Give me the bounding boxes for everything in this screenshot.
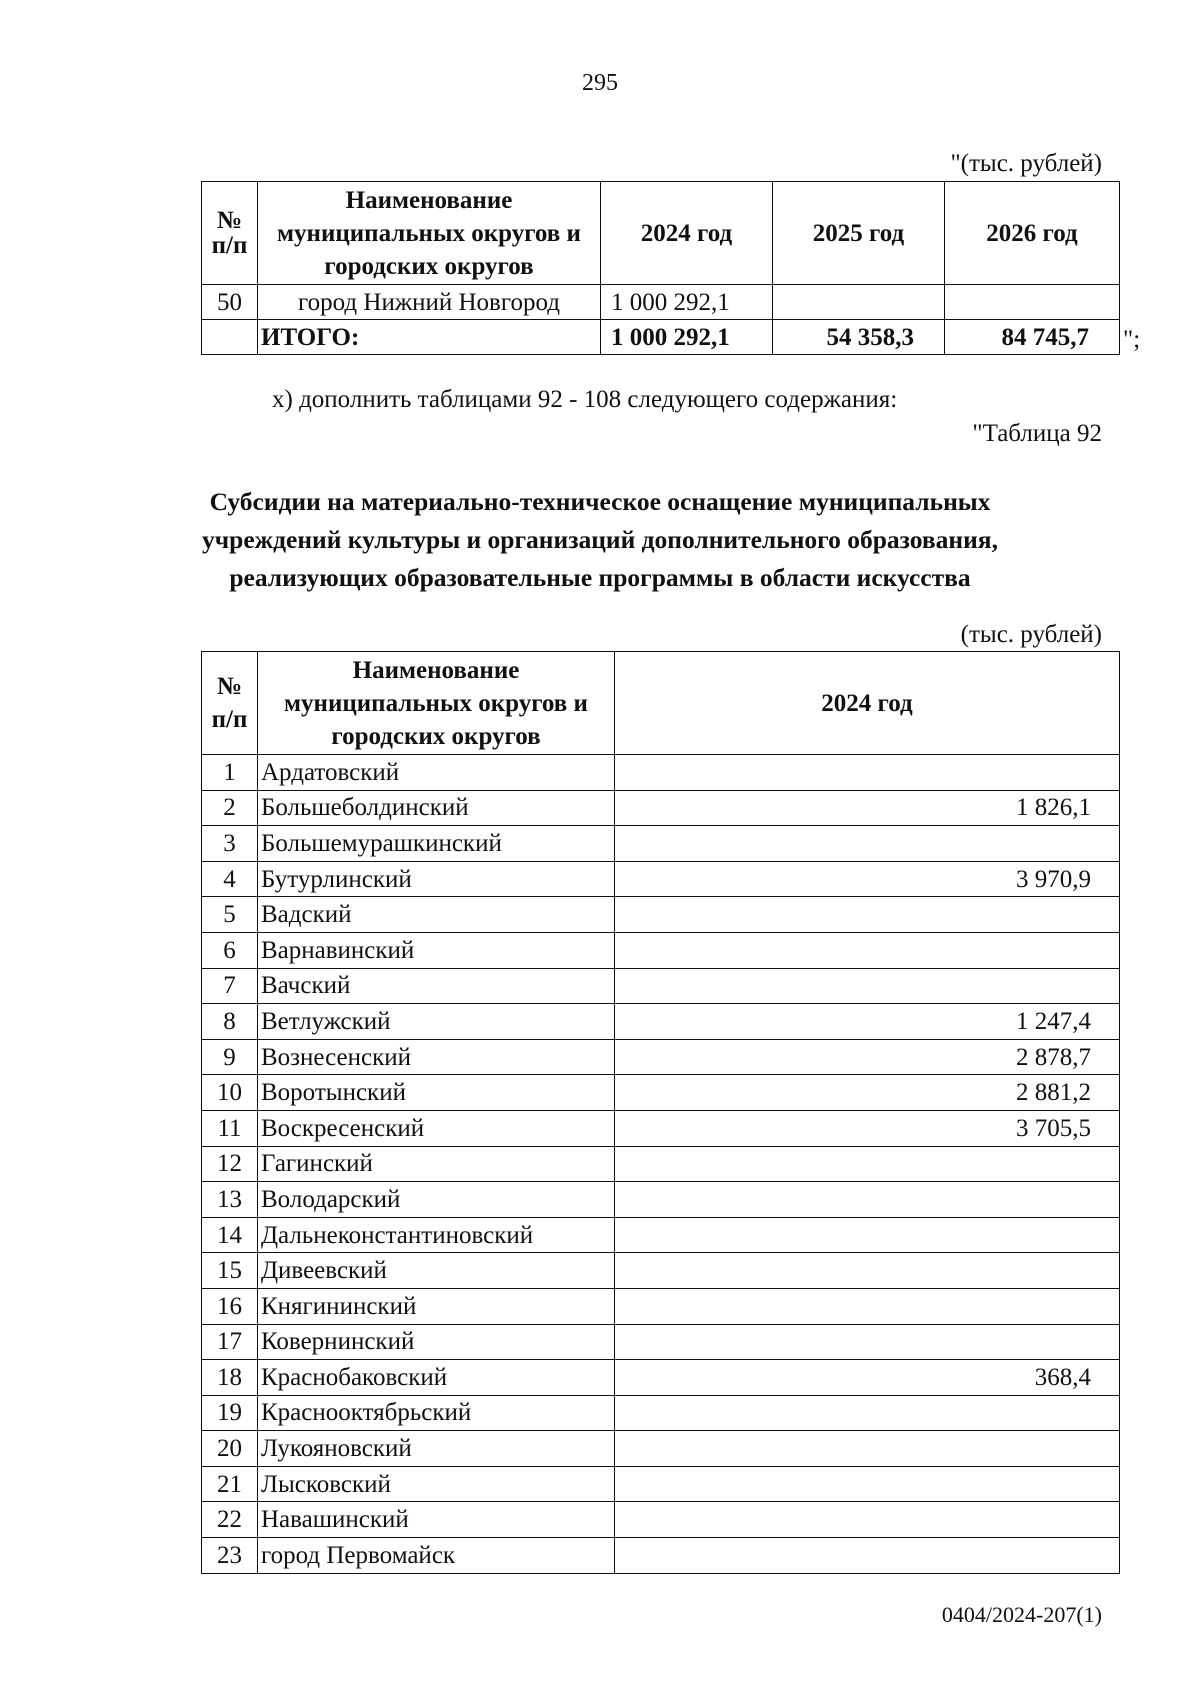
row-value [615,1253,1120,1289]
row-value: 3 970,9 [615,861,1120,897]
table1-header-2024: 2024 год [601,182,773,285]
table-row [202,1217,1120,1253]
row-name: Ковернинский [258,1324,615,1360]
page-number: 295 [582,70,618,96]
row-value [615,932,1120,968]
table-row [202,897,1120,933]
table-row [202,1431,1120,1467]
table1-unit: "(тыс. рублей) [950,150,1102,177]
row-value [615,1324,1120,1360]
amendment-text: х) дополнить таблицами 92 - 108 следующего содержания: [272,386,898,413]
row-value [615,1431,1120,1467]
total-row [202,320,1120,355]
row-value [615,1182,1120,1218]
row-num: 11 [202,1110,258,1146]
table-row [202,1110,1120,1146]
title-line-1: Субсидии на материально-техническое оснащение муниципальных [209,487,991,516]
row-num: 19 [202,1395,258,1431]
row-name: Навашинский [258,1502,615,1538]
table-row [202,285,1120,320]
total-label: ИТОГО: [258,320,601,355]
row-value [615,968,1120,1004]
row-num: 50 [202,285,258,320]
row-num: 7 [202,968,258,1004]
row-value [615,1146,1120,1182]
row-name: Княгининский [258,1288,615,1324]
row-name: Большемурашкинский [258,826,615,862]
total-num-cell [202,320,258,355]
row-name: Воротынский [258,1075,615,1111]
table2-body [202,755,1120,1574]
title-line-2: учреждений культуры и организаций дополнительного образования, [202,525,998,554]
row-name: Краснобаковский [258,1360,615,1396]
row-name: Володарский [258,1182,615,1218]
row-num: 21 [202,1466,258,1502]
table1-header-2026: 2026 год [945,182,1120,285]
row-name: Дивеевский [258,1253,615,1289]
row-name: Вадский [258,897,615,933]
row-num: 2 [202,790,258,826]
table-row [202,861,1120,897]
total-2026: 84 745,7 [945,320,1120,355]
table-row [202,1075,1120,1111]
table1-header-num: № п/п [202,182,258,285]
row-name: Вачский [258,968,615,1004]
table-row [202,932,1120,968]
table1-header-row [202,182,1120,285]
row-value [615,897,1120,933]
row-value: 1 826,1 [615,790,1120,826]
row-name: Бутурлинский [258,861,615,897]
row-value: 3 705,5 [615,1110,1120,1146]
table-row [202,1288,1120,1324]
row-value [615,1538,1120,1574]
table-row [202,826,1120,862]
row-name: Большеболдинский [258,790,615,826]
row-num: 16 [202,1288,258,1324]
row-name: Гагинский [258,1146,615,1182]
table2 [201,651,1120,1574]
row-num: 17 [202,1324,258,1360]
table-row [202,1395,1120,1431]
table2-header-name: Наименование муниципальных округов и городских округов [258,652,615,755]
row-2026 [945,285,1120,320]
table2-header-row [202,652,1120,755]
row-name: город Первомайск [258,1538,615,1574]
row-num: 23 [202,1538,258,1574]
row-name: Ардатовский [258,755,615,791]
table2-unit: (тыс. рублей) [960,621,1102,648]
table1 [201,181,1120,355]
row-num: 15 [202,1253,258,1289]
table-row [202,1466,1120,1502]
table1-closing-quote: "; [1123,326,1141,353]
row-num: 3 [202,826,258,862]
table-row [202,1538,1120,1574]
row-value [615,755,1120,791]
row-name: Краснооктябрьский [258,1395,615,1431]
row-value [615,1288,1120,1324]
row-num: 10 [202,1075,258,1111]
row-name: город Нижний Новгород [258,285,601,320]
title-line-3: реализующих образовательные программы в области искусства [229,563,971,592]
table-row [202,1324,1120,1360]
row-value: 2 881,2 [615,1075,1120,1111]
footer-code: 0404/2024-207(1) [941,1602,1102,1627]
total-2025: 54 358,3 [773,320,945,355]
row-num: 13 [202,1182,258,1218]
row-value: 1 247,4 [615,1004,1120,1040]
table-title [0,483,1200,597]
row-num: 12 [202,1146,258,1182]
table-row [202,1360,1120,1396]
table-row [202,790,1120,826]
row-2024: 1 000 292,1 [601,285,773,320]
table-row [202,968,1120,1004]
row-num: 1 [202,755,258,791]
table-row [202,1502,1120,1538]
row-value [615,1395,1120,1431]
row-num: 22 [202,1502,258,1538]
row-num: 9 [202,1039,258,1075]
table2-header-num: № п/п [202,652,258,755]
table2-header-2024: 2024 год [615,652,1120,755]
row-name: Лукояновский [258,1431,615,1467]
row-num: 18 [202,1360,258,1396]
row-name: Ветлужский [258,1004,615,1040]
table1-header-name: Наименование муниципальных округов и городских округов [258,182,601,285]
row-2025 [773,285,945,320]
row-name: Воскресенский [258,1110,615,1146]
table-row [202,1004,1120,1040]
row-name: Варнавинский [258,932,615,968]
row-num: 14 [202,1217,258,1253]
row-name: Лысковский [258,1466,615,1502]
row-name: Вознесенский [258,1039,615,1075]
table-row [202,1146,1120,1182]
table-label: "Таблица 92 [972,420,1102,447]
total-2024: 1 000 292,1 [601,320,773,355]
table-row [202,1182,1120,1218]
row-num: 4 [202,861,258,897]
table-row [202,755,1120,791]
table1-header-2025: 2025 год [773,182,945,285]
table-row [202,1253,1120,1289]
row-value [615,1502,1120,1538]
table-row [202,1039,1120,1075]
row-num: 5 [202,897,258,933]
row-name: Дальнеконстантиновский [258,1217,615,1253]
row-value: 368,4 [615,1360,1120,1396]
row-value: 2 878,7 [615,1039,1120,1075]
row-value [615,826,1120,862]
row-value [615,1466,1120,1502]
row-num: 8 [202,1004,258,1040]
row-value [615,1217,1120,1253]
row-num: 20 [202,1431,258,1467]
row-num: 6 [202,932,258,968]
